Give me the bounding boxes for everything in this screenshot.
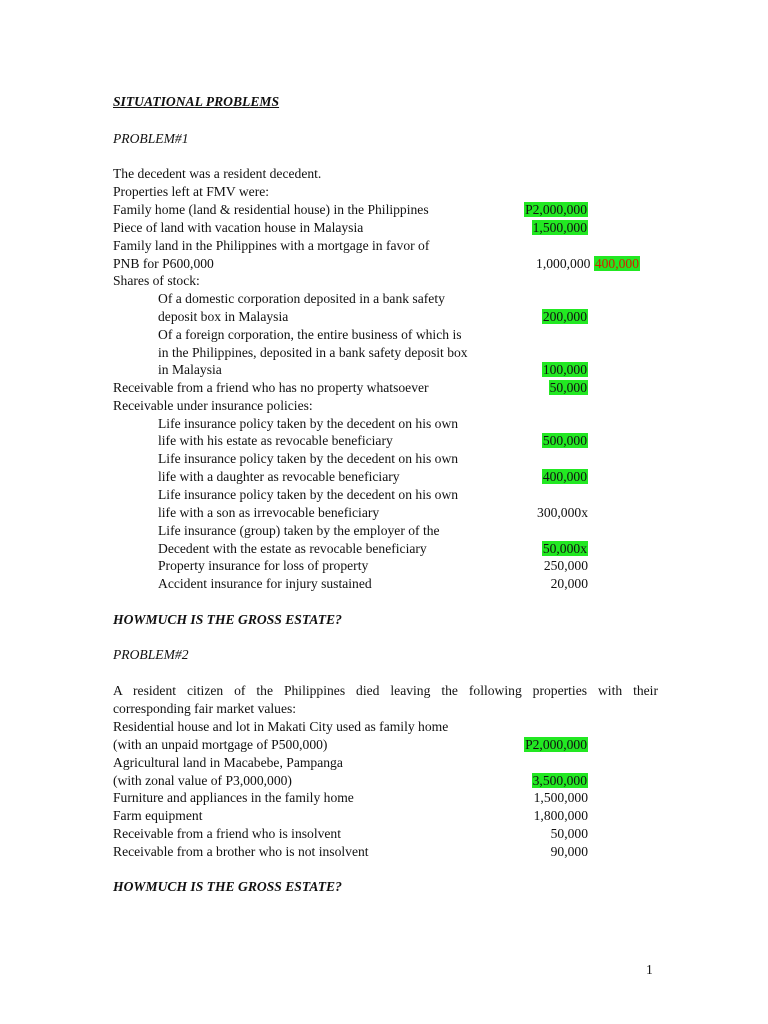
p1-row-amount-extra: 400,000	[594, 256, 639, 271]
p2-row-text: Receivable from a brother who is not insolvent	[113, 844, 369, 859]
p1-row-amount: 20,000	[550, 576, 588, 591]
p2-row-text: Residential house and lot in Makati City used as family home	[113, 719, 449, 734]
p1-row-amount: 400,000	[542, 469, 587, 484]
problem2-label: PROBLEM#2	[113, 647, 189, 662]
p1-row-text: Life insurance policy taken by the decedent on his own	[158, 451, 459, 466]
p2-row-text: (with an unpaid mortgage of P500,000)	[113, 737, 328, 752]
p2-row-amount: 50,000	[550, 826, 588, 841]
p1-row-amount: 1,000,000 400,000	[536, 256, 639, 271]
p2-row-amount: 1,800,000	[533, 808, 588, 823]
p1-row-text: Life insurance (group) taken by the employer of the	[158, 523, 440, 538]
p1-row-text: Life insurance policy taken by the decedent on his own	[158, 416, 459, 431]
p1-row-amount: 50,000x	[542, 541, 587, 556]
p2-row-text: Furniture and appliances in the family home	[113, 790, 354, 805]
p2-row-amount: 90,000	[550, 844, 588, 859]
p1-row-amount: 100,000	[542, 362, 587, 377]
p1-row-amount: 250,000	[543, 558, 588, 573]
p1-row-text: Property insurance for loss of property	[158, 558, 369, 573]
page-number: 1	[646, 962, 653, 977]
p1-row-amount: 300,000x	[537, 505, 588, 520]
p1-row-text: Receivable under insurance policies:	[113, 398, 313, 413]
p1-row-amount: 1,500,000	[532, 220, 587, 235]
p1-row-text: Shares of stock:	[113, 273, 200, 288]
document-title: SITUATIONAL PROBLEMS	[113, 94, 280, 109]
p1-row-text: Piece of land with vacation house in Malaysia	[113, 220, 364, 235]
problem1-intro-1: The decedent was a resident decedent.	[113, 166, 322, 181]
p1-row-text: Family land in the Philippines with a mortgage in favor of	[113, 238, 430, 253]
p1-row-text: Family home (land & residential house) in the Philippines	[113, 202, 429, 217]
problem1-label: PROBLEM#1	[113, 131, 189, 146]
p2-row-amount: 3,500,000	[532, 773, 587, 788]
p2-row-amount: 1,500,000	[533, 790, 588, 805]
p1-row-text: in Malaysia	[158, 362, 222, 377]
p1-row-text: life with a daughter as revocable beneficiary	[158, 469, 400, 484]
problem2-question: HOWMUCH IS THE GROSS ESTATE?	[113, 879, 342, 894]
p1-row-text: PNB for P600,000	[113, 256, 214, 271]
p1-row-amount: P2,000,000	[525, 202, 587, 217]
p1-row-amount: 50,000	[549, 380, 587, 395]
p1-row-text: Accident insurance for injury sustained	[158, 576, 372, 591]
p1-row-text: Receivable from a friend who has no property whatsoever	[113, 380, 429, 395]
problem1-question: HOWMUCH IS THE GROSS ESTATE?	[113, 612, 342, 627]
p1-row-text: deposit box in Malaysia	[158, 309, 289, 324]
p1-row-text: life with a son as irrevocable beneficiary	[158, 505, 380, 520]
p1-row-text: Of a foreign corporation, the entire business of which is	[158, 327, 462, 342]
p1-row-text: life with his estate as revocable beneficiary	[158, 433, 393, 448]
p1-row-text: Life insurance policy taken by the decedent on his own	[158, 487, 459, 502]
p1-row-amount: 200,000	[542, 309, 587, 324]
p2-row-text: Farm equipment	[113, 808, 203, 823]
p1-row-text: in the Philippines, deposited in a bank safety deposit box	[158, 345, 468, 360]
p2-row-text: Agricultural land in Macabebe, Pampanga	[113, 755, 343, 770]
problem2-intro-1: A resident citizen of the Philippines died leaving the following properties with their	[113, 683, 658, 698]
p1-row-amount: 500,000	[542, 433, 587, 448]
problem2-intro-2: corresponding fair market values:	[113, 701, 297, 716]
problem1-intro-2: Properties left at FMV were:	[113, 184, 270, 199]
p1-row-text: Of a domestic corporation deposited in a bank safety	[158, 291, 445, 306]
p2-row-amount: P2,000,000	[525, 737, 587, 752]
p2-row-text: (with zonal value of P3,000,000)	[113, 773, 292, 788]
p1-row-text: Decedent with the estate as revocable beneficiary	[158, 541, 427, 556]
p2-row-text: Receivable from a friend who is insolvent	[113, 826, 342, 841]
